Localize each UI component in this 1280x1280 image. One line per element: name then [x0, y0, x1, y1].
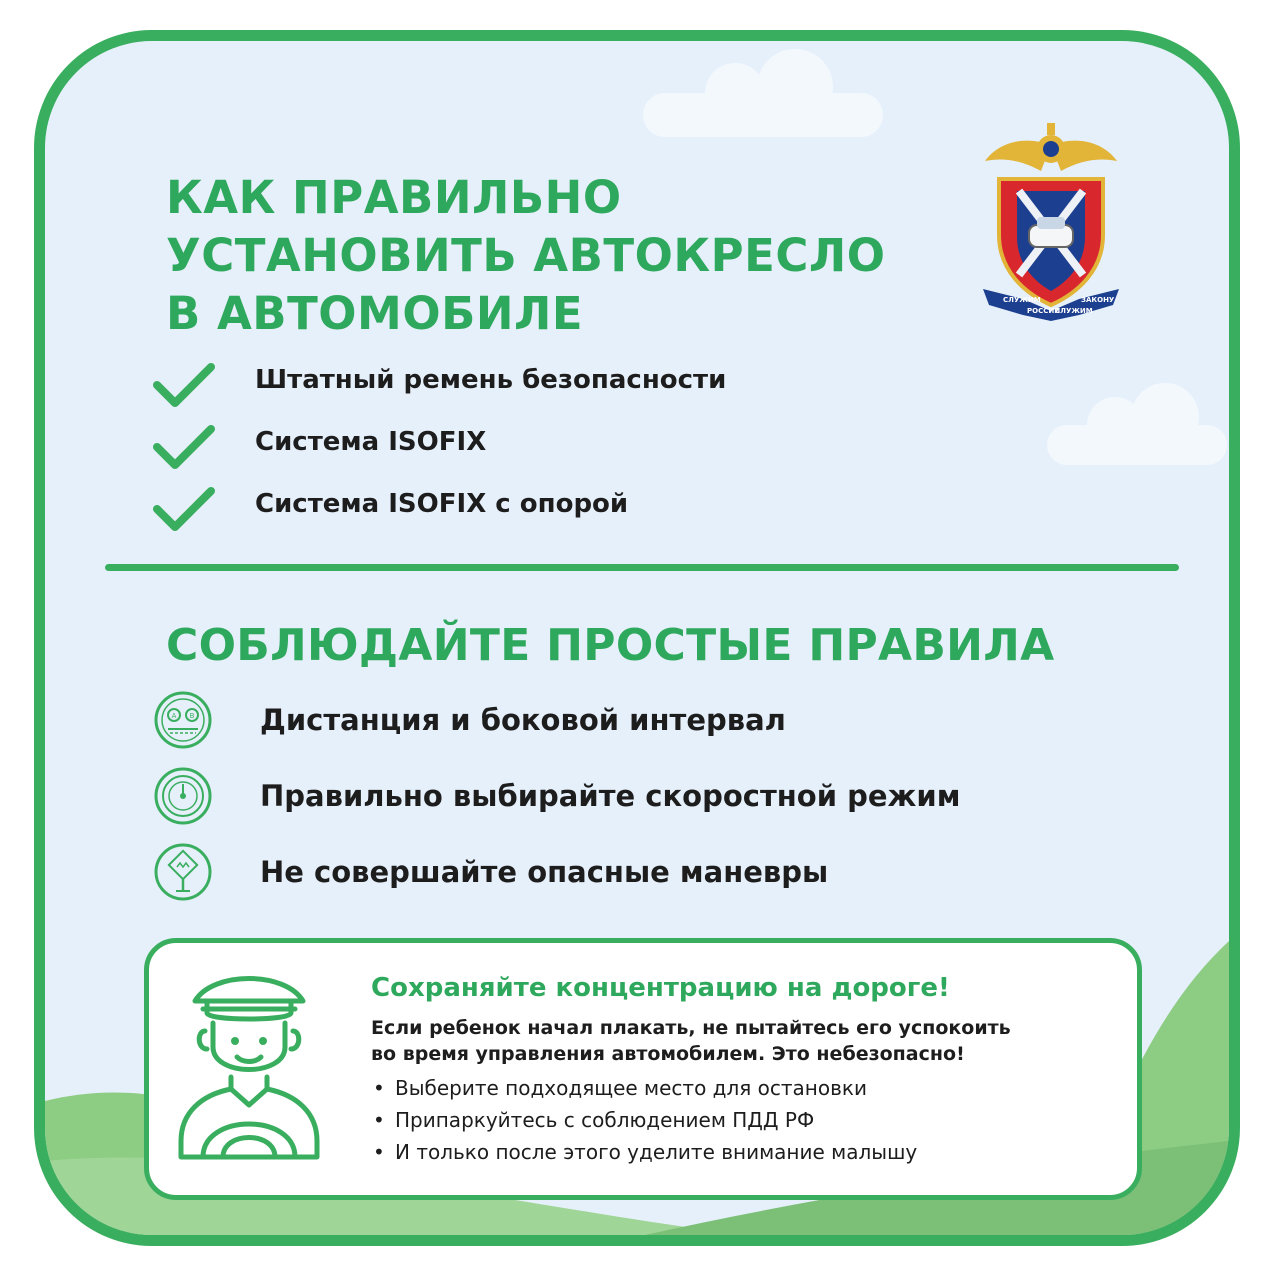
page-title — [166, 169, 886, 343]
emblem-ribbon-text: СЛУЖИМ — [1003, 296, 1041, 304]
traffic-police-emblem-icon — [983, 105, 1119, 321]
bullet-text: Выберите подходящее место для остановки — [395, 1076, 867, 1100]
rules-title: СОБЛЮДАЙТЕ ПРОСТЫЕ ПРАВИЛА — [166, 620, 1055, 671]
concentration-card — [144, 938, 1142, 1200]
card-title: Сохраняйте концентрацию на дороге! — [371, 973, 950, 1003]
bullet-text: Припаркуйтесь с соблюдением ПДД РФ — [395, 1108, 815, 1132]
card-lead-line: во время управления автомобилем. Это небезопасно! — [371, 1043, 965, 1065]
title-line: В АВТОМОБИЛЕ — [166, 287, 584, 340]
method-label: Штатный ремень безопасности — [255, 365, 727, 395]
list-item — [371, 1137, 917, 1169]
checkmark-icon — [151, 361, 217, 409]
poster-frame — [34, 30, 1240, 1246]
list-item — [371, 1073, 917, 1105]
checkmark-icon — [151, 423, 217, 471]
bullet: • — [373, 1076, 385, 1100]
list-item — [371, 1105, 917, 1137]
rule-label: Правильно выбирайте скоростной режим — [260, 779, 961, 813]
svg-text:A: A — [171, 712, 177, 720]
bullet-text: И только после этого уделите внимание малышу — [395, 1140, 918, 1164]
method-label: Система ISOFIX с опорой — [255, 489, 629, 519]
rule-label: Не совершайте опасные маневры — [260, 855, 829, 889]
emblem-ribbon-text: РОССИИ — [1027, 307, 1061, 315]
title-line: УСТАНОВИТЬ АВТОКРЕСЛО — [166, 229, 886, 282]
card-lead-line: Если ребенок начал плакать, не пытайтесь его успокоить — [371, 1017, 1011, 1039]
card-lead — [371, 1015, 1131, 1067]
speedometer-icon — [154, 767, 212, 825]
svg-text:B: B — [189, 712, 195, 720]
bullet: • — [373, 1108, 385, 1132]
rule-label: Дистанция и боковой интервал — [260, 703, 786, 737]
emblem-ribbon-text: СЛУЖИМ — [1055, 307, 1093, 315]
section-divider — [105, 564, 1179, 571]
emblem-ribbon-text: ЗАКОНУ — [1081, 296, 1115, 304]
bullet: • — [373, 1140, 385, 1164]
warning-sign-icon — [154, 843, 212, 901]
card-bullet-list — [371, 1073, 917, 1169]
title-line: КАК ПРАВИЛЬНО — [166, 171, 622, 224]
distance-icon — [154, 691, 212, 749]
traffic-inspector-icon — [173, 965, 325, 1165]
method-label: Система ISOFIX — [255, 427, 487, 457]
checkmark-icon — [151, 485, 217, 533]
